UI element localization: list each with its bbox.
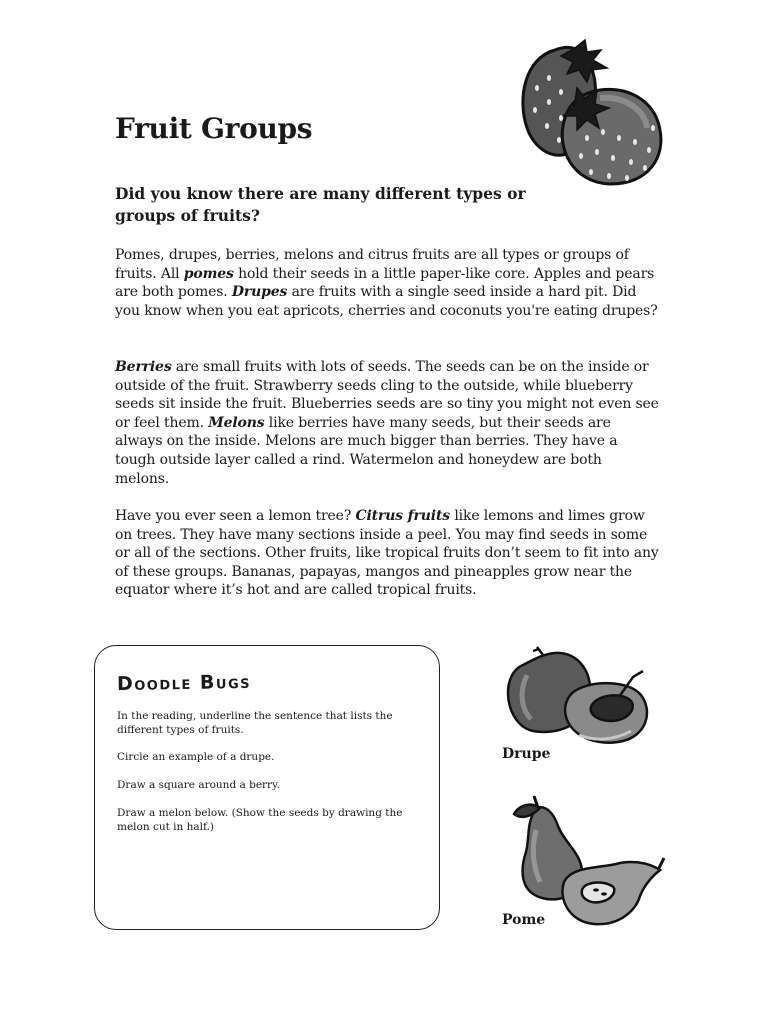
drupe-illustration — [503, 645, 653, 747]
paragraph-text: hold their seeds in a little paper-like core. Apples and pears are both pomes. — [115, 265, 655, 301]
paragraph-text: like lemons and limes grow on trees. They have many sections inside a peel. You may find seeds in some or all of the sections. Other fruits, like tropical fruits don’t seem to fit into any of these groups. Bananas, papayas, mangos and pineapples grow near the equator where it’s hot and are called tropical fruits. — [115, 508, 659, 599]
term-drupes: Drupes — [231, 284, 288, 301]
term-melons: Melons — [208, 414, 265, 431]
paragraph-text: are small fruits with lots of seeds. The seeds can be on the inside or outside of the fruit. Strawberry seeds cling to the outside, while blueberry seeds sit inside the fruit. Blueberries seeds are so tiny you might not even see or feel them. — [115, 359, 659, 431]
term-pomes: pomes — [183, 265, 234, 282]
paragraph-text: Have you ever seen a lemon tree? — [115, 508, 356, 524]
caption-pome: Pome — [502, 912, 546, 928]
doodle-bugs-title: Doodle Bugs — [116, 670, 252, 696]
paragraph-citrus-tropical — [115, 507, 660, 600]
strawberries-illustration — [515, 38, 670, 190]
pear-illustration — [512, 790, 667, 930]
paragraph-pomes-drupes — [115, 246, 660, 320]
caption-drupe: Drupe — [502, 746, 551, 762]
paragraph-berries-melons — [115, 358, 660, 488]
paragraph-text: are fruits with a single seed inside a hard pit. Did you know when you eat apricots, cherries and coconuts you're eating drupes? — [115, 284, 658, 319]
term-berries: Berries — [115, 359, 172, 375]
instruction-circle-drupe: Circle an example of a drupe. — [117, 751, 275, 763]
subtitle: Did you know there are many different types or groups of fruits? — [115, 184, 526, 225]
instruction-square-berry: Draw a square around a berry. — [117, 779, 280, 791]
instruction-draw-melon: Draw a melon below. (Show the seeds by drawing the melon cut in half.) — [117, 807, 403, 833]
instruction-underline: In the reading, underline the sentence that lists the different types of fruits. — [117, 710, 393, 736]
page-title: Fruit Groups — [115, 112, 313, 145]
paragraph-text: like berries have many seeds, but their seeds are always on the inside. Melons are much bigger than berries. They have a tough outside layer called a rind. Watermelon and honeydew are both melons. — [115, 414, 618, 487]
doodle-bugs-box — [94, 645, 440, 930]
paragraph-text: Pomes, drupes, berries, melons and citrus fruits are all types or groups of fruits. All — [115, 247, 629, 282]
term-citrus-fruits: Citrus fruits — [355, 508, 451, 524]
